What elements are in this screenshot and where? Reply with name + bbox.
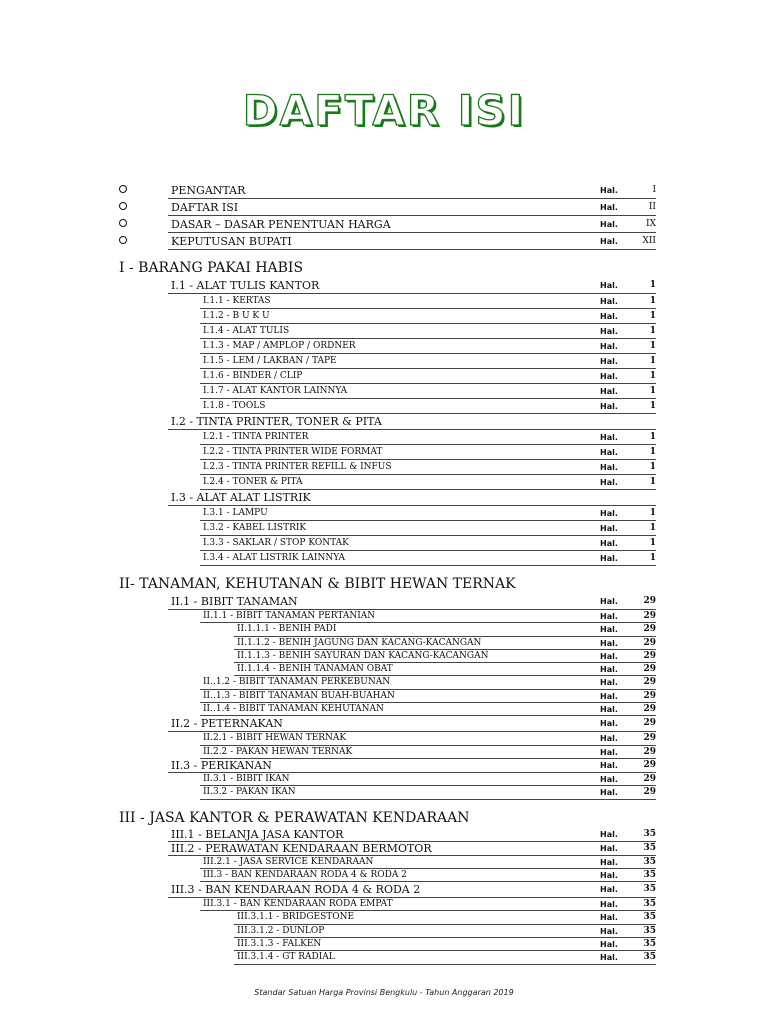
toc-entry-label: III.1 - BELANJA JASA KANTOR [171,827,344,841]
toc-entry-label: I.1.1 - KERTAS [203,296,271,306]
page-number: 1 [649,280,656,290]
page-number: 1 [649,462,656,472]
toc-entry-label: III.3.1.4 - GT RADIAL [237,952,335,963]
toc-entry-label: I.1.2 - B U K U [203,311,270,321]
toc-entry-label: II.2.2 - PAKAN HEWAN TERNAK [203,746,353,757]
toc-entry-label: I.2.3 - TINTA PRINTER REFILL & INFUS [203,462,392,472]
page-number: 29 [643,733,656,744]
toc-entry-label: II.2 - PETERNAKAN [171,717,283,731]
toc-row[interactable] [0,703,768,716]
toc-entry-label: DASAR – DASAR PENENTUAN HARGA [171,218,391,231]
hal-label: Hal. [600,448,618,457]
toc-row[interactable] [0,786,768,799]
page-number: 29 [643,611,656,621]
toc-entry-label: II.3 - PERIKANAN [171,758,272,772]
hal-label: Hal. [600,747,618,757]
hal-label: Hal. [600,597,618,606]
toc-entry-label: I.1.7 - ALAT KANTOR LAINNYA [203,386,348,396]
hal-label: Hal. [600,539,618,548]
page-number: 35 [643,884,656,895]
page-footer: Standar Satuan Harga Provinsi Bengkulu - Tahun Anggaran 2019 [254,988,514,997]
hal-label: Hal. [600,554,618,563]
toc-row[interactable] [0,773,768,786]
hal-label: Hal. [600,678,618,688]
page-number: 1 [649,447,656,457]
section-heading[interactable] [0,806,768,828]
hal-label: Hal. [600,774,618,784]
toc-row[interactable] [0,414,768,430]
toc-row[interactable] [0,637,768,650]
toc-row[interactable] [0,490,768,506]
page-number: 35 [643,912,656,923]
page-number: 1 [649,371,656,381]
hal-label: Hal. [600,327,618,336]
hal-label: Hal. [600,357,618,366]
page-number: 1 [649,341,656,351]
toc-entry-label: PENGANTAR [171,184,246,197]
hal-label: Hal. [600,926,618,936]
page-number: 29 [643,690,656,701]
page-number: 1 [649,326,656,336]
toc-row[interactable] [0,759,768,773]
page-number: 29 [643,787,656,798]
page-number: 1 [649,311,656,321]
page-number: II [648,202,656,212]
toc-row[interactable] [0,623,768,636]
toc-row[interactable] [0,663,768,676]
hal-label: Hal. [600,940,618,950]
toc-row[interactable] [0,746,768,759]
toc-row[interactable] [0,445,768,460]
toc-row[interactable] [0,938,768,951]
toc-entry-label: III.3.1.3 - FALKEN [237,939,322,950]
toc-entry-label: II..1.3 - BIBIT TANAMAN BUAH-BUAHAN [203,690,395,701]
hal-label: Hal. [600,651,618,661]
page-number: 29 [643,759,656,770]
toc-entry-label: I.2.1 - TINTA PRINTER [203,432,309,442]
toc-entry-label: III.3 - BAN KENDARAAN RODA 4 & RODA 2 [203,869,407,880]
toc-entry-label: III.3 - BAN KENDARAAN RODA 4 & RODA 2 [171,883,421,897]
toc-row[interactable] [0,925,768,938]
hal-label: Hal. [600,734,618,744]
row-divider [234,964,656,965]
page-number: 1 [649,523,656,533]
hal-label: Hal. [600,237,618,246]
toc-row[interactable] [0,294,768,309]
page-number: 29 [643,746,656,757]
page-number: 1 [649,477,656,487]
page-number: IX [646,219,656,229]
toc-entry-label: III.3.1 - BAN KENDARAAN RODA EMPAT [203,899,393,910]
toc-entry-label: I.1.3 - MAP / AMPLOP / ORDNER [203,341,356,351]
toc-row[interactable] [0,828,768,842]
toc-entry-label: I.2 - TINTA PRINTER, TONER & PITA [171,415,382,428]
hal-label: Hal. [600,297,618,306]
hal-label: Hal. [600,665,618,675]
toc-entry-label: II.3.1 - BIBIT IKAN [203,773,290,784]
hal-label: Hal. [600,885,618,895]
hal-label: Hal. [600,402,618,411]
circle-bullet-icon [119,236,127,244]
toc-entry-label: II.1.1.3 - BENIH SAYURAN DAN KACANG-KACANGAN [237,650,489,661]
toc-entry-label: II.2.1 - BIBIT HEWAN TERNAK [203,733,347,744]
toc-row[interactable] [0,650,768,663]
hal-label: Hal. [600,705,618,715]
toc-entry-label: I.2.2 - TINTA PRINTER WIDE FORMAT [203,447,383,457]
page-number: 1 [649,432,656,442]
row-divider [200,565,656,566]
toc-row[interactable] [0,551,768,566]
toc-entry-label: III.3.1.1 - BRIDGESTONE [237,912,355,923]
toc-row[interactable] [0,951,768,964]
toc-entry-label: II.3.2 - PAKAN IKAN [203,787,296,798]
toc-entry-label: I.1.5 - LEM / LAKBAN / TAPE [203,356,337,366]
hal-label: Hal. [600,829,618,839]
toc-row[interactable] [0,339,768,354]
toc-entry-label: II.1.1.4 - BENIH TANAMAN OBAT [237,664,393,675]
hal-label: Hal. [600,788,618,798]
hal-label: Hal. [600,870,618,880]
toc-prelim-row[interactable] [0,216,768,233]
page-number: 35 [643,856,656,867]
page-number: 1 [649,296,656,306]
toc-entry-label: I.3.3 - SAKLAR / STOP KONTAK [203,538,349,548]
hal-label: Hal. [600,372,618,381]
hal-label: Hal. [600,691,618,701]
row-divider [200,799,656,800]
toc-row[interactable] [0,460,768,475]
sections-list [0,256,768,965]
toc-row[interactable] [0,309,768,324]
page-number: 29 [643,664,656,675]
hal-label: Hal. [600,203,618,212]
hal-label: Hal. [600,220,618,229]
toc-entry-label: I.1.6 - BINDER / CLIP [203,371,303,381]
prelim-list [0,182,768,250]
circle-bullet-icon [119,202,127,210]
toc-entry-label: II.1.1 - BIBIT TANAMAN PERTANIAN [203,611,376,621]
circle-bullet-icon [119,219,127,227]
table-of-contents [0,182,768,965]
toc-entry-label: DAFTAR ISI [171,201,239,214]
toc-row[interactable] [0,690,768,703]
page-number: 35 [643,925,656,936]
page-number: 1 [649,401,656,411]
hal-label: Hal. [600,953,618,963]
toc-row[interactable] [0,594,768,610]
page-number: 1 [649,356,656,366]
page-number: 35 [643,842,656,853]
toc-row[interactable] [0,676,768,689]
page-number: 35 [643,828,656,839]
hal-label: Hal. [600,509,618,518]
page-number: 29 [643,704,656,715]
section-title: III - JASA KANTOR & PERAWATAN KENDARAAN [119,809,470,826]
toc-entry-label: III.3.1.2 - DUNLOP [237,925,325,936]
toc-entry-label: III.2.1 - JASA SERVICE KENDARAAN [203,856,374,867]
hal-label: Hal. [600,433,618,442]
hal-label: Hal. [600,312,618,321]
toc-row[interactable] [0,869,768,882]
toc-row[interactable] [0,384,768,399]
toc-entry-label: III.2 - PERAWATAN KENDARAAN BERMOTOR [171,841,432,855]
page-number: 35 [643,952,656,963]
toc-prelim-row[interactable] [0,233,768,250]
page-number: 29 [643,596,656,606]
toc-row[interactable] [0,610,768,623]
page-number: 1 [649,386,656,396]
page-number: 29 [643,677,656,688]
toc-row[interactable] [0,430,768,445]
page-number: 35 [643,869,656,880]
toc-entry-label: II..1.2 - BIBIT TANAMAN PERKEBUNAN [203,677,391,688]
section-title: II- TANAMAN, KEHUTANAN & BIBIT HEWAN TERNAK [119,576,516,592]
toc-row[interactable] [0,732,768,745]
toc-row[interactable] [0,716,768,732]
hal-label: Hal. [600,857,618,867]
circle-bullet-icon [119,185,127,193]
page-number: 29 [643,650,656,661]
toc-row[interactable] [0,856,768,869]
page-number: 1 [649,508,656,518]
toc-prelim-row[interactable] [0,199,768,216]
toc-row[interactable] [0,354,768,369]
toc-entry-label: II.1 - BIBIT TANAMAN [171,595,298,608]
page-number: 29 [643,624,656,635]
page-number: 1 [649,538,656,548]
toc-entry-label: I.2.4 - TONER & PITA [203,477,303,487]
hal-label: Hal. [600,478,618,487]
hal-label: Hal. [600,843,618,853]
hal-label: Hal. [600,900,618,910]
hal-label: Hal. [600,913,618,923]
hal-label: Hal. [600,638,618,648]
toc-row[interactable] [0,399,768,414]
toc-row[interactable] [0,536,768,551]
toc-row[interactable] [0,911,768,924]
toc-entry-label: I.3.2 - KABEL LISTRIK [203,523,307,533]
hal-label: Hal. [600,387,618,396]
toc-row[interactable] [0,324,768,339]
toc-entry-label: I.1 - ALAT TULIS KANTOR [171,279,320,292]
toc-entry-label: KEPUTUSAN BUPATI [171,235,292,248]
toc-row[interactable] [0,898,768,911]
toc-row[interactable] [0,369,768,384]
toc-row[interactable] [0,506,768,521]
hal-label: Hal. [600,625,618,635]
page-number: I [652,185,656,195]
toc-entry-label: II.1.1.1 - BENIH PADI [237,624,337,635]
hal-label: Hal. [600,342,618,351]
toc-entry-label: I.1.8 - TOOLS [203,401,266,411]
hal-label: Hal. [600,524,618,533]
page-title: DAFTAR ISI [242,86,526,135]
section-title: I - BARANG PAKAI HABIS [119,260,304,276]
hal-label: Hal. [600,612,618,621]
hal-label: Hal. [600,186,618,195]
page-number: 29 [643,637,656,648]
row-divider [168,249,656,250]
toc-row[interactable] [0,475,768,490]
hal-label: Hal. [600,281,618,290]
page-number: 35 [643,939,656,950]
hal-label: Hal. [600,760,618,770]
hal-label: Hal. [600,719,618,729]
section-heading[interactable] [0,572,768,594]
page-number: 29 [643,718,656,729]
toc-row[interactable] [0,278,768,294]
section-heading[interactable] [0,256,768,278]
toc-prelim-row[interactable] [0,182,768,199]
page-number: XII [642,236,656,246]
page-number: 35 [643,899,656,910]
toc-entry-label: I.3.4 - ALAT LISTRIK LAINNYA [203,553,345,563]
hal-label: Hal. [600,463,618,472]
page-number: 1 [649,553,656,563]
toc-entry-label: II.1.1.2 - BENIH JAGUNG DAN KACANG-KACANGAN [237,637,482,648]
toc-entry-label: I.3.1 - LAMPU [203,508,268,518]
toc-entry-label: II..1.4 - BIBIT TANAMAN KEHUTANAN [203,704,384,715]
page-number: 29 [643,773,656,784]
toc-row[interactable] [0,842,768,856]
toc-entry-label: I.1.4 - ALAT TULIS [203,326,290,336]
toc-row[interactable] [0,521,768,536]
toc-row[interactable] [0,882,768,898]
toc-entry-label: I.3 - ALAT ALAT LISTRIK [171,491,311,504]
